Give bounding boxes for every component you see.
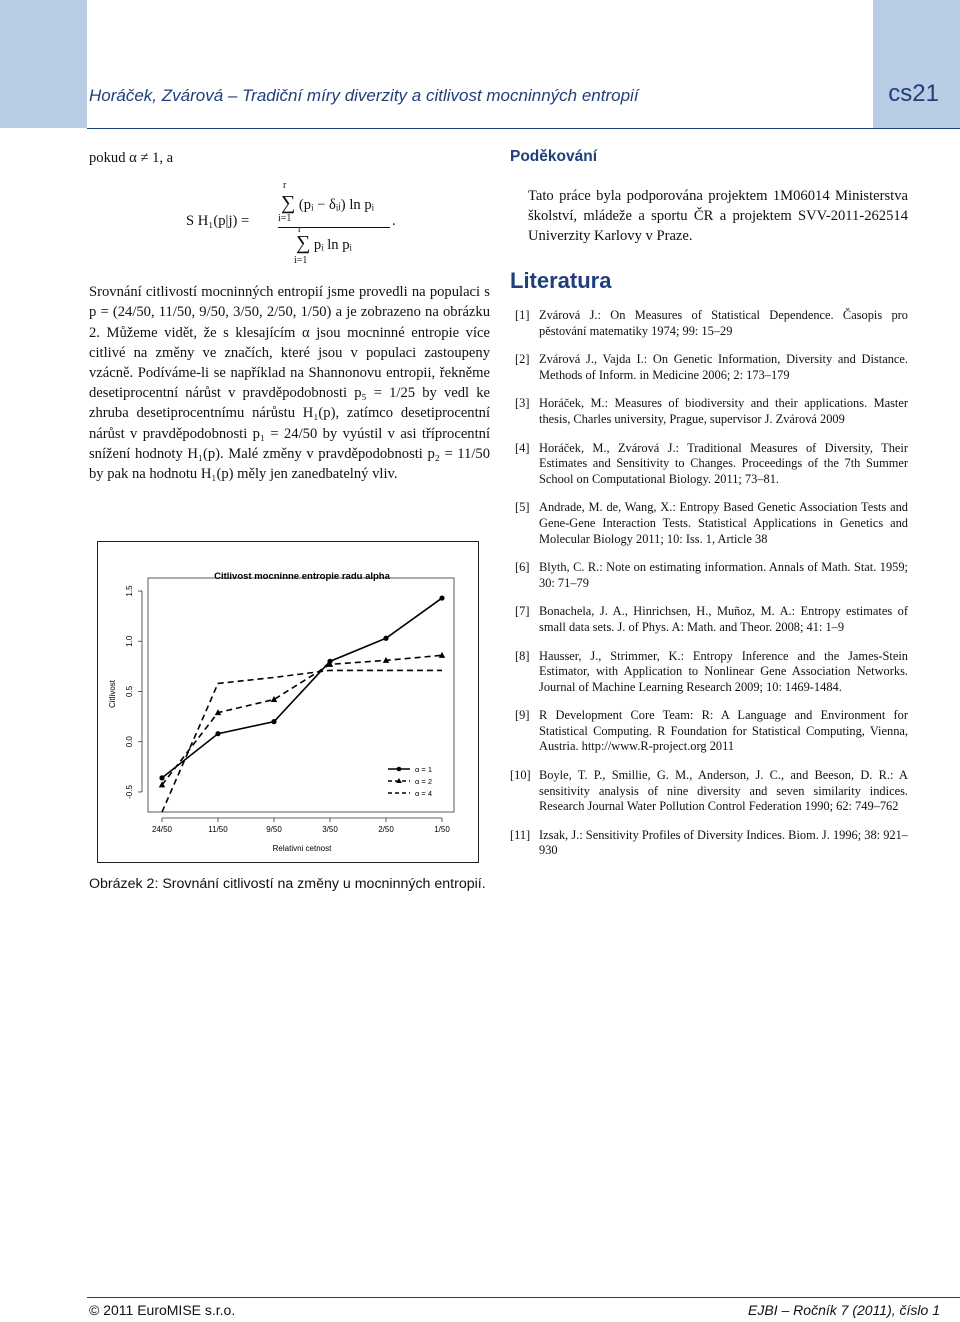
- x-tick-label: 1/50: [434, 825, 450, 834]
- reference-text: Bonachela, J. A., Hinrichsen, H., Muñoz, M. A.: Entropy estimates of small data sets. J. of Phys. A: Math. and Theor. 2008; 41: 1–9: [539, 604, 908, 634]
- formula-numerator: ∑ (pᵢ − δᵢⱼ) ln pᵢ: [281, 192, 374, 214]
- reference-number: [4]: [515, 440, 530, 455]
- reference-text: Zvárová J., Vajda I.: On Genetic Information, Diversity and Distance. Methods of Inform. in Medicine 2006; 2: 173–179: [539, 352, 908, 382]
- data-point: [215, 731, 220, 736]
- reference-item: [510, 828, 908, 859]
- sum-upper-bottom: r: [298, 224, 302, 235]
- legend-label: α = 4: [415, 789, 433, 798]
- legend-marker: [397, 767, 402, 772]
- chart-title: Citlivost mocninne entropie radu alpha: [214, 571, 390, 582]
- y-axis-label: Citlivost: [108, 679, 117, 709]
- reference-list: [510, 308, 908, 872]
- series-line-1: [162, 598, 442, 778]
- intro-text: pokud α ≠ 1, a: [89, 150, 174, 166]
- reference-text: Andrade, M. de, Wang, X.: Entropy Based Genetic Association Tests and Gene-Gene Interaction Tests. Statistical Applications in Genetics and Molecular Biology 2011; 10: Iss. 1, Article 38: [539, 500, 908, 546]
- reference-number: [6]: [515, 560, 530, 575]
- ack-text: Tato práce byla podporována projektem 1M06014 Ministerstva školství, mládeže a sportu ČR a projektem SVV-2011-262514 Univerzity Karlovy v Praze.: [528, 188, 908, 244]
- plot-frame: [148, 578, 454, 812]
- data-point: [439, 595, 444, 600]
- reference-item: [510, 604, 908, 635]
- reference-number: [2]: [515, 352, 530, 367]
- x-tick-label: 3/50: [322, 825, 338, 834]
- literature-heading: Literatura: [510, 268, 612, 293]
- x-tick-label: 9/50: [266, 825, 282, 834]
- sum-upper-top: r: [283, 180, 287, 191]
- legend-label: α = 1: [415, 765, 433, 774]
- y-tick-label: 1.0: [125, 635, 134, 647]
- reference-text: Izsak, J.: Sensitivity Profiles of Diversity Indices. Biom. J. 1996; 38: 921–930: [539, 827, 908, 858]
- reference-number: [7]: [515, 604, 530, 619]
- body-paragraph: Srovnání citlivostí mocninných entropií jsme provedli na populaci s p = (24/50, 11/50, 9/50, 3/50, 2/50, 1/50) a je zobrazeno na obrázku 2. Můžeme vidět, že s klesajícím α jsou mocninné entropie více citlivé na změny ve značích, které jsou v populaci zastoupeny vzácně. Podíváme-li se například na Shannonovu entropii, řekněme desetiprocentní nárůst v pravděpodobnosti p₅ = 1/25 by vedl ke zhruba desetiprocentnímu nárůstu H₁(p), zatímco desetiprocentní nárůst v pravděpodobnosti p₁ = 24/50 by vyústil v asi tříprocentní snížení hodnoty H₁(p). Malé změny v pravděpodobnosti p₂ = 11/50 by pak na hodnotu H₁(p) měly jen zanedbatelný vliv.: [89, 284, 490, 483]
- formula-lhs: S H₁(p|j) =: [186, 213, 250, 229]
- sensitivity-formula: [186, 180, 406, 266]
- reference-item: [510, 768, 908, 815]
- formula-end: .: [392, 213, 396, 229]
- reference-number: [5]: [515, 500, 530, 515]
- legend-label: α = 2: [415, 777, 433, 786]
- x-tick-label: 24/50: [151, 825, 173, 834]
- reference-item: [510, 649, 908, 696]
- reference-number: [11]: [510, 827, 531, 842]
- reference-item: [510, 441, 908, 488]
- sum-sign-bottom: ∑: [296, 232, 311, 254]
- reference-text: Horáček, M., Zvárová J.: Traditional Measures of Diversity, Their Estimates and Sensitivity to Changes. Proceedings of the 7th Summer School on Computational Biology. 2011; 73–81.: [539, 440, 908, 486]
- formula-denominator: ∑ pᵢ ln pᵢ: [296, 232, 352, 254]
- fraction-bar: [278, 227, 390, 228]
- x-tick-label: 2/50: [378, 825, 394, 834]
- sensitivity-chart: [98, 542, 478, 862]
- reference-text: Zvárová J.: On Measures of Statistical Dependence. Časopis pro pěstování matematiky 1974; 99: 15–29: [539, 308, 908, 338]
- reference-number: [8]: [515, 648, 530, 663]
- y-tick-label: 0.0: [125, 736, 134, 748]
- sum-lower-top: i=1: [278, 213, 292, 224]
- reference-text: Blyth, C. R.: Note on estimating information. Annals of Math. Stat. 1959; 30: 71–79: [539, 560, 908, 590]
- running-title: Horáček, Zvárová – Tradiční míry diverzity a citlivost mocninných entropií: [89, 86, 639, 105]
- header-rule: [87, 128, 960, 129]
- reference-number: [3]: [515, 396, 530, 411]
- reference-item: [510, 560, 908, 591]
- header-band-right: [873, 0, 960, 128]
- sum-sign-top: ∑: [281, 192, 296, 214]
- ack-heading: Poděkování: [510, 148, 597, 165]
- data-point: [271, 719, 276, 724]
- reference-item: [510, 352, 908, 383]
- figure-caption: Obrázek 2: Srovnání citlivostí na změny u mocninných entropií.: [89, 876, 486, 892]
- reference-item: [510, 308, 908, 339]
- header-band-left: [0, 0, 87, 128]
- sum-lower-bottom: i=1: [294, 255, 308, 266]
- x-axis-label: Relativni cetnost: [272, 844, 332, 853]
- reference-text: Hausser, J., Strimmer, K.: Entropy Inference and the James-Stein Estimator, with Application to Nonlinear Gene Association Networks. Journal of Machine Learning Research 2009; 10: 1469-1484.: [539, 648, 908, 694]
- reference-text: R Development Core Team: R: A Language and Environment for Statistical Computing. R Foundation for Statistical Computing, Vienna, Austria. http://www.R-project.org 2011: [539, 708, 908, 754]
- reference-text: Boyle, T. P., Smillie, G. M., Anderson, J. C., and Beeson, D. R.: A sensitivity analysis of nine diversity and seven similarity indices. Research Journal Water Pollution Control Federation 1990; 62: 749–762: [539, 768, 908, 814]
- footer-copyright: © 2011 EuroMISE s.r.o.: [89, 1302, 236, 1318]
- x-tick-label: 11/50: [208, 825, 228, 834]
- reference-item: [510, 500, 908, 547]
- reference-number: [1]: [515, 308, 530, 322]
- footer-journal: EJBI – Ročník 7 (2011), číslo 1: [748, 1302, 940, 1318]
- y-tick-label: -0.5: [125, 785, 134, 799]
- reference-item: [510, 396, 908, 427]
- reference-number: [10]: [510, 768, 531, 783]
- reference-text: Horáček, M.: Measures of biodiversity and their applications. Master thesis, Charles university, Prague, supervisor J. Zvárová 2009: [539, 396, 908, 426]
- figure-2: [97, 541, 479, 863]
- data-point: [159, 775, 164, 780]
- y-tick-label: 0.5: [125, 685, 134, 698]
- reference-number: [9]: [515, 708, 530, 723]
- reference-item: [510, 708, 908, 755]
- footer-rule: [87, 1297, 960, 1298]
- series-line-2: [162, 655, 442, 785]
- y-tick-label: 1.5: [125, 585, 134, 597]
- page-code: cs21: [888, 80, 939, 107]
- data-point: [383, 636, 388, 641]
